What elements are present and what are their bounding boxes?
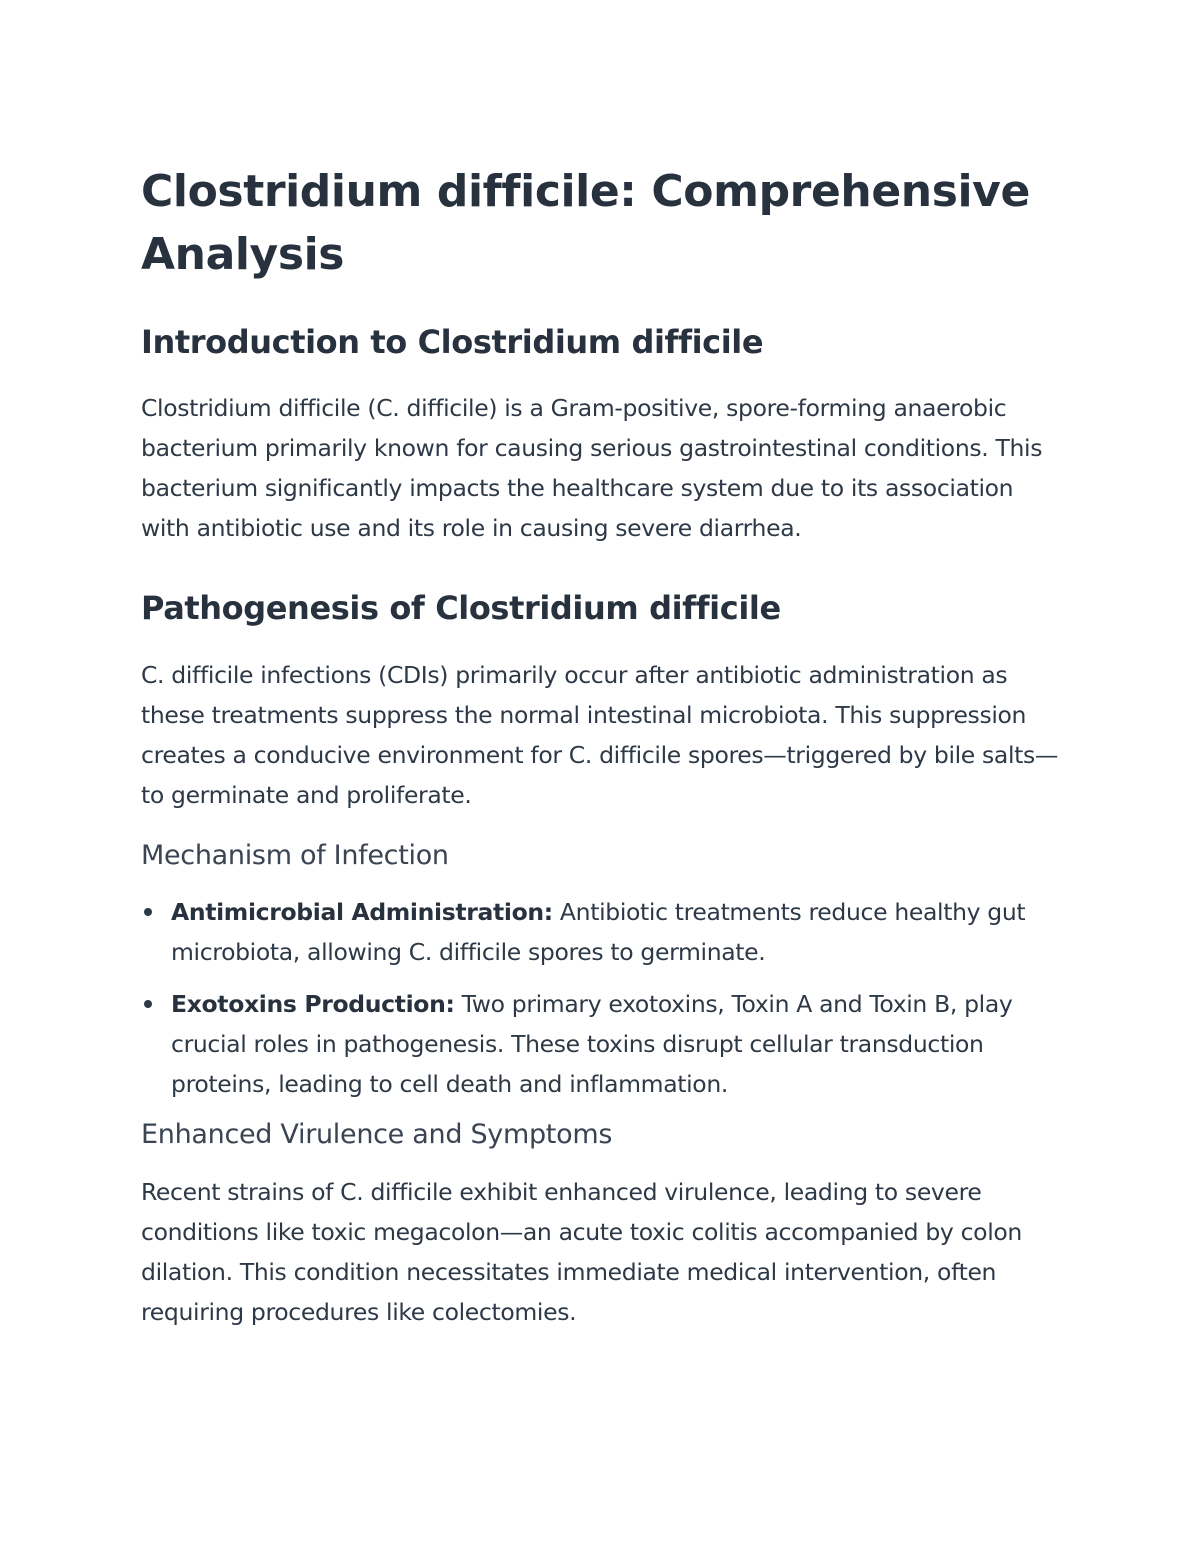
bullet-term: Exotoxins Production: bbox=[171, 990, 455, 1018]
document-title: Clostridium difficile: Comprehensive Analysis bbox=[141, 166, 1030, 280]
bullet-term: Antimicrobial Administration: bbox=[171, 898, 553, 926]
section-heading-pathogenesis: Pathogenesis of Clostridium difficile bbox=[141, 589, 781, 627]
bullet-dot-icon bbox=[144, 1000, 152, 1008]
list-item bbox=[141, 892, 1066, 972]
mechanism-bullet-list bbox=[141, 892, 1066, 1104]
pathogenesis-paragraph: C. difficile infections (CDIs) primarily occur after antibiotic administration as these treatments suppress the normal intestinal microbiota. This suppression creates a conducive environment for C. difficile spores—triggered by bile salts—to germinate and proliferate. bbox=[141, 661, 1059, 809]
bullet-text: Two primary exotoxins, Toxin A and Toxin B, play crucial roles in pathogenesis. These toxins disrupt cellular transduction proteins, leading to cell death and inflammation. bbox=[171, 990, 1013, 1098]
subsection-heading-mechanism: Mechanism of Infection bbox=[141, 840, 449, 871]
section-heading-introduction: Introduction to Clostridium difficile bbox=[141, 323, 764, 361]
introduction-paragraph: Clostridium difficile (C. difficile) is a Gram-positive, spore-forming anaerobic bacterium primarily known for causing serious gastrointestinal conditions. This bacterium significantly impacts the healthcare system due to its association with antibiotic use and its role in causing severe diarrhea. bbox=[141, 394, 1043, 542]
list-item bbox=[141, 984, 1066, 1104]
bullet-dot-icon bbox=[144, 908, 152, 916]
bullet-text: Antibiotic treatments reduce healthy gut microbiota, allowing C. difficile spores to germinate. bbox=[171, 898, 1026, 966]
document-page bbox=[141, 160, 1066, 1332]
subsection-heading-virulence: Enhanced Virulence and Symptoms bbox=[141, 1119, 613, 1150]
virulence-paragraph: Recent strains of C. difficile exhibit enhanced virulence, leading to severe conditions like toxic megacolon—an acute toxic colitis accompanied by colon dilation. This condition necessitates immediate medical intervention, often requiring procedures like colectomies. bbox=[141, 1178, 1022, 1326]
